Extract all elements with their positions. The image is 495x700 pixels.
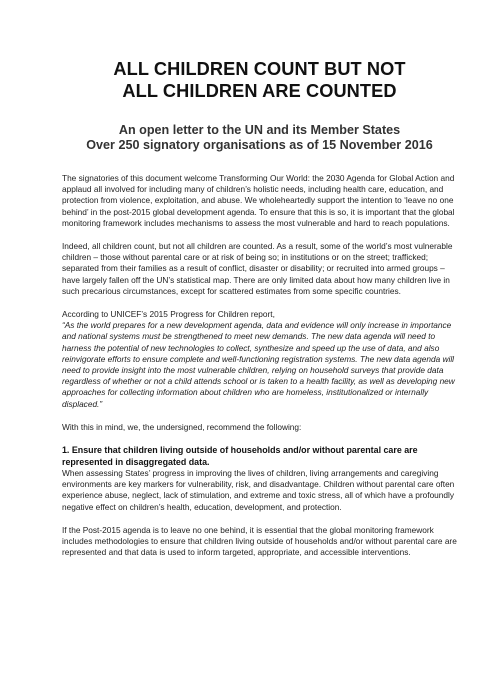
title-line-2: ALL CHILDREN ARE COUNTED [122,81,397,101]
recommendation-1 [62,445,457,558]
unicef-paragraph [62,309,457,410]
document-title [62,58,457,102]
unicef-quote: “As the world prepares for a new development agenda, data and evidence will only increase in importance and national systems must be strengthened to meet new demands. The new data agenda will need to harness the potential of new technologies to collect, synthesize and speed up the use of data, and also reinvigorate efforts to ensure complete and well-functioning registration systems. The new data agenda will need to provide insight into the most vulnerable children, relying on household surveys that provide data regardless of whether or not a child attends school or is taken to a health facility, as well as developing new approaches for collecting information about children who are homeless, institutionalized or internally displaced.” [62,320,455,409]
recommend-intro: With this in mind, we, the undersigned, recommend the following: [62,421,302,432]
subtitle-line-1: An open letter to the UN and its Member States [118,123,401,137]
document-subtitle [62,123,457,153]
title-line-1: ALL CHILDREN COUNT BUT NOT [113,59,406,79]
document-body [62,173,457,558]
recommendation-1-heading: 1. Ensure that children living outside of households and/or without parental care are represented in disaggregated data. [62,445,418,467]
intro-paragraph: The signatories of this document welcome Transforming Our World: the 2030 Agenda for Global Action and applaud all involved for including many of children’s holistic needs, including health care, education, and protection from violence, exploitation, and abuse. We wholeheartedly support the intention to ‘leave no one behind’ in the post-2015 global development agenda. To ensure that this is so, it is important that the global monitoring framework includes mechanisms to assess the most vulnerable and hard to reach populations. [62,173,455,228]
children-count-paragraph: Indeed, all children count, but not all children are counted. As a result, some of the world’s most vulnerable children – those without parental care or at risk of being so; in institutions or on the street; trafficked; separated from their families as a result of conflict, disaster or disability; or recruited into armed groups – have largely fallen off the UN’s statistical map. There are only limited data about how many children live in such precarious circumstances, except for scattered estimates from some specific countries. [62,241,453,296]
recommendation-1-paragraph-1: When assessing States’ progress in improving the lives of children, living arrangements and caregiving environments are key markers for vulnerability, risk, and disadvantage. Children without parental care often experience abuse, neglect, lack of stimulation, and extreme and toxic stress, all of which have a profoundly negative effect on children’s health, education, development, and protection. [62,468,455,512]
unicef-lead: According to UNICEF’s 2015 Progress for Children report, [62,309,275,320]
recommendation-1-paragraph-2: If the Post-2015 agenda is to leave no one behind, it is essential that the global monitoring framework includes methodologies to ensure that children living outside of households and/or without parental care are represented and that data is used to inform targeted, appropriate, and accessible interventions. [62,524,457,558]
subtitle-line-2: Over 250 signatory organisations as of 15 November 2016 [86,138,433,152]
